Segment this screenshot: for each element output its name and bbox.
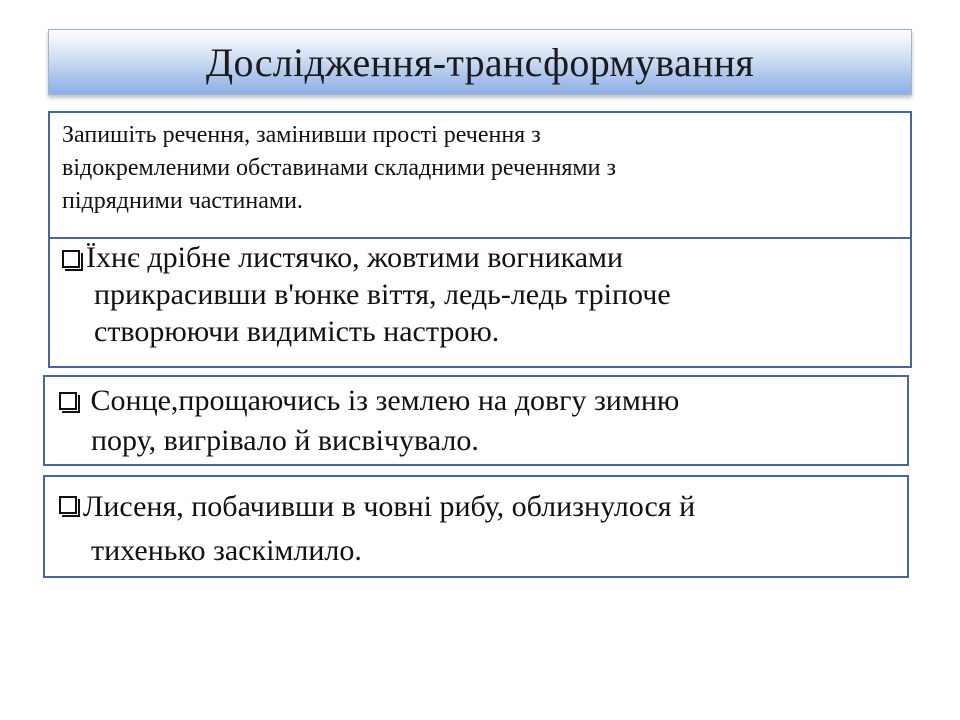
sentence-1-text — [86, 239, 898, 350]
checkbox-bullet-icon — [59, 496, 77, 514]
sentence-2-line-1: Сонце,прощаючись із землею на довгу зимню — [83, 384, 680, 417]
instruction-line-1: Запишіть речення, замінивши прості речення з — [62, 122, 541, 148]
sentence-box-1 — [48, 231, 912, 368]
sentence-1-line-2: прикрасивши в'юнке віття, ледь-ледь тріпоче — [94, 278, 671, 311]
instruction-box — [48, 111, 912, 239]
sentence-2 — [59, 381, 895, 461]
sentence-3-line-1: Лисеня, побачивши в човні рибу, облизнулося й — [83, 490, 696, 523]
sentence-1-line-1: Їхнє дрібне листячко, жовтими вогниками — [86, 241, 624, 274]
sentence-1-line-3: створюючи видимість настрою. — [94, 315, 500, 348]
instruction-line-2: відокремленими обставинами складними реченнями з — [62, 155, 616, 181]
instruction-line-3: підрядними частинами. — [62, 188, 303, 214]
checkbox-bullet-icon — [62, 250, 80, 268]
sentence-3-line-2: тихенько заскімлило. — [91, 534, 362, 567]
sentence-2-line-2: пору, вигрівало й висвічувало. — [91, 424, 479, 457]
slide-title: Дослідження-трансформування — [205, 39, 755, 85]
sentence-3-text — [83, 485, 895, 573]
sentence-box-2 — [43, 375, 909, 466]
sentence-box-3 — [43, 475, 909, 578]
sentence-2-text — [83, 381, 895, 461]
sentence-1 — [62, 239, 898, 350]
sentence-3 — [59, 485, 895, 573]
slide-title-bar — [48, 29, 912, 95]
checkbox-bullet-icon — [59, 392, 77, 410]
